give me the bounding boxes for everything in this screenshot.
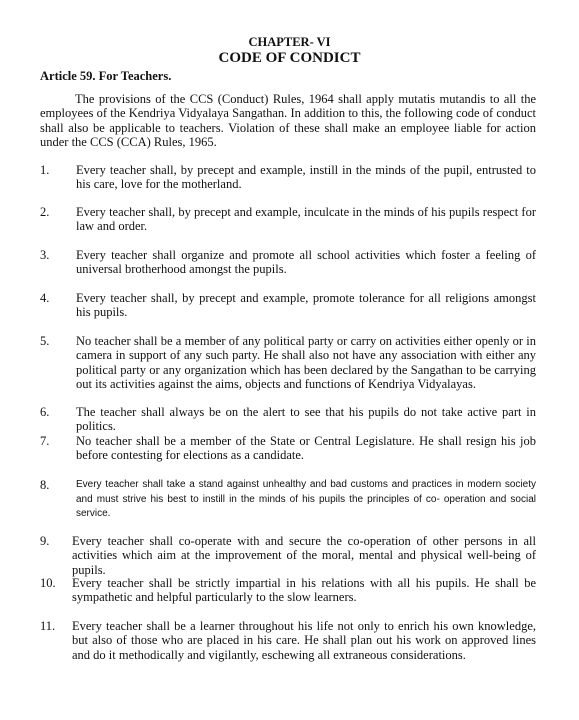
list-item xyxy=(40,434,536,463)
item-text: Every teacher shall, by precept and example, promote tolerance for all religions amongst his pupils. xyxy=(76,291,536,320)
item-number: 11. xyxy=(40,619,56,633)
item-number: 7. xyxy=(40,434,50,448)
item-text: No teacher shall be a member of any political party or carry on activities either openly or in camera in support of any such party. He shall also not have any association with either any political party or any organization which has been declared by the Sangathan to be carrying out its activities against the aims, objects and functions of Kendriya Vidyalayas. xyxy=(76,334,536,391)
chapter-heading: CHAPTER- VI xyxy=(248,35,331,49)
item-text: Every teacher shall co-operate with and secure the co-operation of other persons in all activities which aim at the improvement of the moral, mental and physical well-being of pupils. xyxy=(72,534,536,577)
page-title: CODE OF CONDICT xyxy=(218,50,361,66)
item-number: 4. xyxy=(40,291,50,305)
list-item xyxy=(40,576,536,605)
article-heading: Article 59. For Teachers. xyxy=(40,69,172,83)
item-number: 1. xyxy=(40,163,50,177)
item-text: Every teacher shall organize and promote all school activities which foster a feeling of universal brotherhood amongst the pupils. xyxy=(76,248,536,277)
item-number: 5. xyxy=(40,334,50,348)
item-text: Every teacher shall be a learner throughout his life not only to enrich his own knowledge, but also of those who are placed in his care. He shall plan out his work on approved lines and do it methodically and vigilantly, eschewing all extraneous considerations. xyxy=(72,619,536,662)
item-text: Every teacher shall, by precept and example, instill in the minds of the pupil, entrusted to his care, love for the motherland. xyxy=(76,163,536,192)
list-item xyxy=(40,334,536,391)
list-item xyxy=(40,248,536,277)
list-item xyxy=(40,534,536,577)
item-number: 3. xyxy=(40,248,50,262)
intro-paragraph: The provisions of the CCS (Conduct) Rules, 1964 shall apply mutatis mutandis to all the employees of the Kendriya Vidyalaya Sangathan. In addition to this, the following code of conduct shall also be applicable to teachers. Violation of these shall make an employee liable for action under the CCS (CCA) Rules, 1965. xyxy=(40,92,536,149)
item-number: 6. xyxy=(40,405,50,419)
item-text: Every teacher shall take a stand against unhealthy and bad customs and practices in modern society and must strive his best to instill in the minds of his pupils the principles of co- operation and social service. xyxy=(76,479,536,519)
list-item xyxy=(40,205,536,234)
item-text: Every teacher shall, by precept and example, inculcate in the minds of his pupils respect for law and order. xyxy=(76,205,536,234)
item-text: Every teacher shall be strictly impartial in his relations with all his pupils. He shall be sympathetic and helpful particularly to the slow learners. xyxy=(72,576,536,605)
item-number: 9. xyxy=(40,534,50,548)
item-text: No teacher shall be a member of the State or Central Legislature. He shall resign his job before contesting for elections as a candidate. xyxy=(76,434,536,463)
list-item xyxy=(40,291,536,320)
item-number: 2. xyxy=(40,205,50,219)
list-item xyxy=(40,405,536,434)
list-item xyxy=(40,163,536,192)
item-text: The teacher shall always be on the alert to see that his pupils do not take active part in politics. xyxy=(76,405,536,434)
list-item xyxy=(40,619,536,662)
item-number: 10. xyxy=(40,576,56,590)
list-item xyxy=(40,478,536,522)
item-number: 8. xyxy=(40,478,50,492)
